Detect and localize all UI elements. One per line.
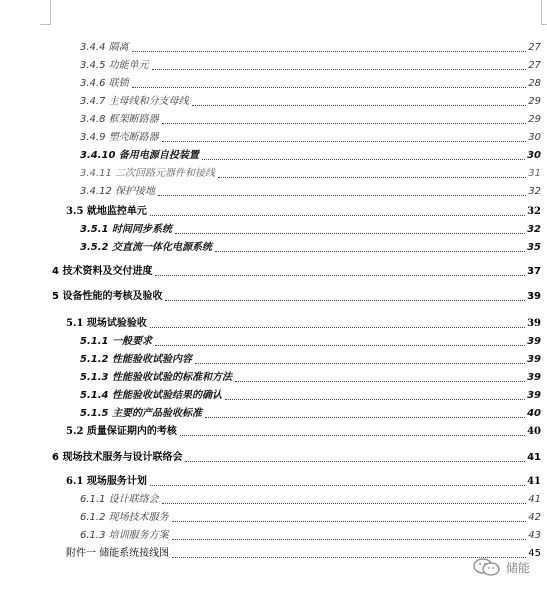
toc-entry-label	[80, 96, 190, 108]
toc-entry-label	[52, 291, 163, 303]
toc-entry-title: 塑壳断路器	[108, 132, 159, 143]
toc-entry-number: 3.4.6	[80, 78, 106, 89]
toc-entry-title: 功能单元	[108, 60, 149, 71]
toc-entry[interactable]	[80, 94, 541, 108]
toc-entry[interactable]	[80, 112, 541, 126]
toc-dot-leader	[218, 174, 526, 178]
toc-entry[interactable]	[80, 528, 541, 542]
toc-entry-number: 5.1.2	[80, 354, 109, 365]
toc-dot-leader	[215, 248, 525, 252]
toc-entry-label	[80, 42, 130, 54]
toc-entry-label	[52, 452, 183, 464]
toc-entry[interactable]	[80, 388, 541, 402]
toc-page-number: 30	[528, 132, 541, 143]
toc-entry-title: 储能系统接线图	[99, 548, 170, 559]
toc-dot-leader	[132, 48, 527, 52]
toc-entry-title: 主要的产品验收标准	[111, 408, 202, 419]
toc-entry-label	[80, 168, 216, 180]
toc-page-number: 43	[528, 530, 541, 541]
toc-page-number: 32	[528, 186, 541, 197]
toc-entry[interactable]	[66, 316, 541, 330]
toc-dot-leader	[195, 360, 525, 364]
toc-dot-leader	[172, 536, 527, 540]
toc-dot-leader	[165, 297, 525, 301]
wechat-icon	[472, 557, 502, 577]
toc-dot-leader	[155, 272, 525, 276]
toc-entry-number: 5	[52, 291, 59, 302]
toc-entry[interactable]	[80, 406, 541, 420]
toc-page-number: 41	[528, 494, 541, 505]
toc-entry-number: 6	[52, 452, 59, 463]
toc-entry-number: 附件一	[66, 548, 96, 559]
toc-entry-number: 3.4.9	[80, 132, 106, 143]
toc-entry[interactable]	[80, 148, 541, 162]
toc-entry-title: 主母线和分支母线	[108, 96, 189, 107]
toc-page-number: 40	[527, 426, 541, 437]
toc-page-number: 30	[527, 150, 541, 161]
toc-entry[interactable]	[80, 222, 541, 236]
toc-page-number: 42	[528, 512, 541, 523]
toc-entry[interactable]	[80, 510, 541, 524]
toc-entry-title: 设备性能的考核及验收	[62, 291, 163, 302]
toc-dot-leader	[225, 396, 525, 400]
toc-entry-title: 隔离	[108, 42, 129, 53]
toc-entry-number: 3.4.11	[80, 168, 112, 179]
toc-dot-leader	[150, 212, 525, 216]
toc-page-number: 27	[528, 60, 541, 71]
toc-entry-number: 3.4.10	[80, 150, 116, 161]
toc-entry-label	[80, 132, 160, 144]
toc-entry[interactable]	[80, 240, 541, 254]
toc-entry-label	[80, 114, 160, 126]
toc-entry-number: 6.1.3	[80, 530, 106, 541]
toc-dot-leader	[180, 432, 525, 436]
toc-dot-leader	[192, 102, 527, 106]
toc-page-number: 35	[527, 242, 541, 253]
toc-page-number: 39	[527, 318, 541, 329]
toc-entry-label	[80, 530, 170, 542]
toc-page-number: 45	[528, 548, 541, 559]
toc-entry[interactable]	[80, 76, 541, 90]
toc-entry-number: 3.4.7	[80, 96, 106, 107]
toc-entry-label	[66, 206, 148, 218]
toc-entry-number: 3.4.8	[80, 114, 106, 125]
toc-entry-title: 就地监控单元	[86, 206, 147, 217]
toc-entry-title: 现场试验验收	[86, 318, 147, 329]
toc-entry-label	[66, 426, 178, 438]
toc-entry-title: 技术资料及交付进度	[62, 266, 153, 277]
toc-entry-label	[80, 224, 173, 236]
toc-page-number: 32	[527, 224, 541, 235]
toc-page-number: 40	[527, 408, 541, 419]
toc-dot-leader	[235, 378, 525, 382]
toc-entry[interactable]	[52, 450, 541, 464]
toc-entry-title: 设计联络会	[108, 494, 159, 505]
toc-entry-number: 6.1.1	[80, 494, 106, 505]
toc-entry[interactable]	[52, 264, 541, 278]
toc-entry-label	[66, 318, 148, 330]
toc-entry-title: 质量保证期内的考核	[86, 426, 177, 437]
toc-dot-leader	[185, 458, 525, 462]
toc-page-number: 39	[527, 372, 541, 383]
toc-dot-leader	[205, 414, 525, 418]
toc-dot-leader	[162, 120, 527, 124]
toc-entry-title: 框架断路器	[108, 114, 159, 125]
toc-entry-number: 3.5	[66, 206, 84, 217]
toc-page-number: 37	[527, 266, 541, 277]
toc-entry-number: 4	[52, 266, 59, 277]
toc-page-number: 29	[528, 114, 541, 125]
toc-page-number: 41	[527, 452, 541, 463]
toc-entry-number: 3.4.12	[80, 186, 112, 197]
toc-entry-number: 5.2	[66, 426, 84, 437]
toc-entry[interactable]	[80, 184, 541, 198]
toc-dot-leader	[158, 192, 526, 196]
toc-entry-number: 3.5.1	[80, 224, 109, 235]
toc-page-number: 28	[528, 78, 541, 89]
toc-dot-leader	[155, 342, 525, 346]
toc-entry[interactable]	[80, 58, 541, 72]
toc-entry[interactable]	[80, 370, 541, 384]
toc-entry[interactable]	[66, 424, 541, 438]
toc-entry-label	[80, 372, 233, 384]
toc-entry-number: 3.4.4	[80, 42, 106, 53]
toc-entry-number: 3.4.5	[80, 60, 106, 71]
toc-entry[interactable]	[66, 474, 541, 488]
toc-entry-title: 性能验收试验内容	[111, 354, 192, 365]
toc-entry-label	[80, 242, 213, 254]
toc-entry-label	[80, 408, 203, 420]
watermark	[472, 555, 530, 579]
toc-dot-leader	[162, 138, 527, 142]
toc-dot-leader	[172, 518, 527, 522]
toc-entry-title: 性能验收试验结果的确认	[111, 390, 222, 401]
toc-entry-label	[80, 494, 160, 506]
toc-entry-number: 5.1	[66, 318, 84, 329]
toc-page-number: 27	[528, 42, 541, 53]
toc-dot-leader	[150, 482, 525, 486]
toc-entry-label	[80, 78, 130, 90]
toc-entry[interactable]	[52, 289, 541, 303]
toc-page-number: 39	[527, 390, 541, 401]
toc-entry-title: 现场技术服务与设计联络会	[62, 452, 183, 463]
toc-entry[interactable]	[80, 334, 541, 348]
toc-entry-title: 一般要求	[111, 336, 152, 347]
toc-entry[interactable]	[80, 492, 541, 506]
toc-entry-title: 备用电源自投装置	[118, 150, 199, 161]
toc-entry-number: 5.1.4	[80, 390, 109, 401]
toc-entry-number: 5.1.1	[80, 336, 109, 347]
toc-entry[interactable]	[80, 130, 541, 144]
toc-entry-number: 5.1.5	[80, 408, 109, 419]
toc-dot-leader	[175, 230, 525, 234]
toc-entry-label	[66, 548, 170, 560]
toc-dot-leader	[202, 156, 525, 160]
toc-entry[interactable]	[80, 352, 541, 366]
toc-entry-title: 性能验收试验的标准和方法	[111, 372, 232, 383]
toc-page-number: 29	[528, 96, 541, 107]
toc-dot-leader	[152, 66, 527, 70]
toc-page-number: 39	[527, 354, 541, 365]
toc-entry-label	[80, 390, 223, 402]
toc-entry-label	[80, 336, 153, 348]
toc-entry-title: 保护接地	[115, 186, 155, 197]
toc-page-number: 41	[527, 476, 541, 487]
toc-entry-number: 5.1.3	[80, 372, 109, 383]
toc-dot-leader	[150, 324, 525, 328]
toc-entry-number: 3.5.2	[80, 242, 109, 253]
toc-entry-title: 二次回路元器件和接线	[115, 168, 215, 179]
toc-entry-title: 现场服务计划	[86, 476, 147, 487]
toc-entry-label	[80, 186, 156, 198]
toc-entry-title: 交直流一体化电源系统	[111, 242, 212, 253]
toc-entry-title: 培训服务方案	[108, 530, 169, 541]
toc-page-number: 31	[528, 168, 541, 179]
toc-page-number: 32	[527, 206, 541, 217]
toc-entry-label	[66, 476, 148, 488]
toc-entry-label	[80, 60, 150, 72]
toc-entry[interactable]	[80, 40, 541, 54]
toc-entry-label	[52, 266, 153, 278]
toc-entry-title: 现场技术服务	[108, 512, 169, 523]
toc-entry[interactable]	[66, 204, 541, 218]
toc-dot-leader	[132, 84, 527, 88]
watermark-text: 储能	[506, 560, 531, 575]
toc-entry-label	[80, 512, 170, 524]
toc-entry-title: 联锁	[108, 78, 129, 89]
toc-entry-title: 时间同步系统	[111, 224, 172, 235]
toc-page-number: 39	[527, 291, 541, 302]
toc-entry-label	[80, 354, 193, 366]
toc-entry-label	[80, 150, 200, 162]
toc-page-number: 39	[527, 336, 541, 347]
toc-dot-leader	[162, 500, 527, 504]
toc-entry[interactable]	[80, 166, 541, 180]
toc-entry[interactable]	[66, 546, 541, 560]
toc-entry-number: 6.1.2	[80, 512, 106, 523]
toc-entry-number: 6.1	[66, 476, 84, 487]
